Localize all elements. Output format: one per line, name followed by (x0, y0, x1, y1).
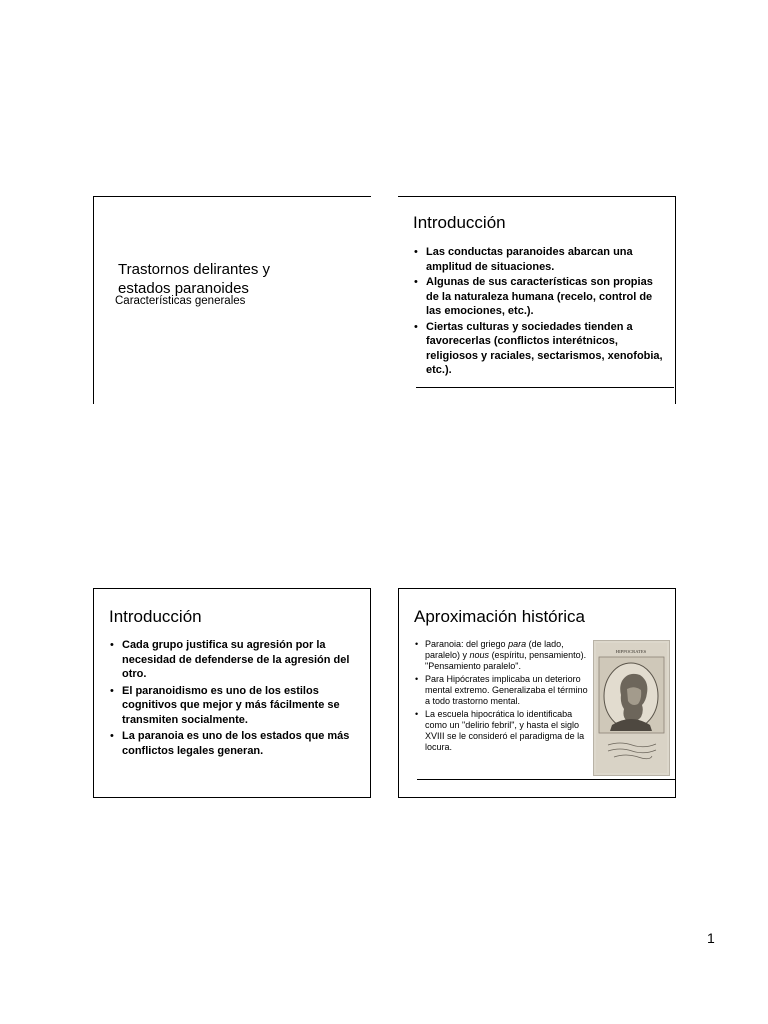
slide-aproximacion-historica (398, 588, 676, 798)
portrait-caption: HIPPOCRATES (615, 649, 647, 654)
slide-heading: Introducción (413, 213, 506, 232)
bullet-list (414, 245, 664, 379)
slide-introduccion-2 (93, 588, 371, 798)
bullet-item: • La escuela hipocrática lo identificaba como un "delirio febril", y hasta el siglo XVIII se le consideró el paradigma de la locura. (415, 709, 590, 753)
bullet-item: • Paranoia: del griego para (de lado, paralelo) y nous (espíritu, pensamiento). "Pensamiento paralelo". (415, 639, 590, 672)
slide-title-heading (118, 260, 270, 298)
page-number: 1 (707, 930, 715, 946)
divider (417, 779, 675, 780)
divider (416, 387, 674, 388)
bullet-list (110, 638, 366, 760)
bullet-item: • Cada grupo justifica su agresión por la necesidad de defenderse de la agresión del otro. (110, 638, 366, 682)
bullet-item: • Para Hipócrates implicaba un deterioro mental extremo. Generalizaba el término a todo trastorno mental. (415, 674, 590, 707)
bullet-item: • El paranoidismo es uno de los estilos cognitivos que mejor y más fácilmente se transmiten socialmente. (110, 684, 366, 728)
slide-title (93, 196, 371, 404)
slide-heading: Aproximación histórica (414, 607, 586, 626)
portrait-engraving (594, 641, 669, 775)
bullet-list (415, 639, 590, 755)
slide-introduccion-1 (398, 196, 676, 404)
slide-heading: Introducción (109, 607, 202, 626)
bullet-item: • Las conductas paranoides abarcan una amplitud de situaciones. (414, 245, 664, 274)
title-line-1: Trastornos delirantes y (118, 261, 271, 278)
bullet-item: • Ciertas culturas y sociedades tienden a favorecerlas (conflictos interétnicos, religiosos y raciales, sectarismos, xenofobia, etc.). (414, 320, 664, 378)
bullet-item: • Algunas de sus características son propias de la naturaleza humana (recelo, control de las emociones, etc.). (414, 275, 664, 319)
slide-subtitle: Características generales (115, 295, 246, 307)
title-line-2: estados paranoides (118, 280, 249, 297)
bullet-item: • La paranoia es uno de los estados que más conflictos legales generan. (110, 729, 366, 758)
hippocrates-portrait-image (593, 640, 670, 776)
